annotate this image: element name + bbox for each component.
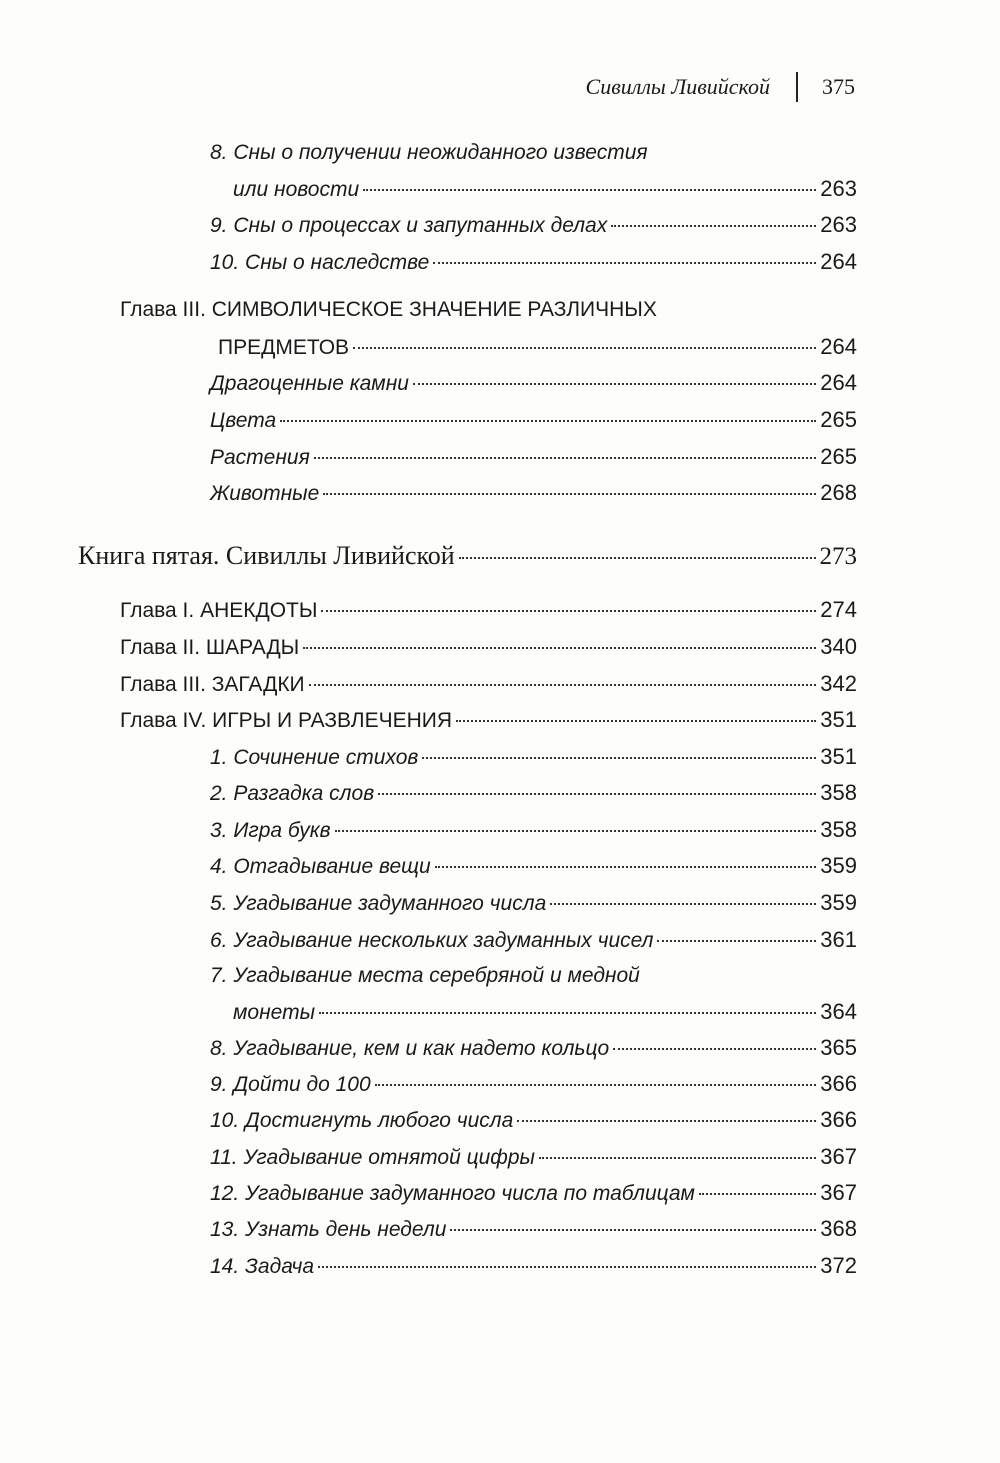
toc-entry[interactable]: [210, 1035, 857, 1062]
dot-leader: [450, 1229, 816, 1231]
toc-entry[interactable]: [210, 407, 857, 434]
toc-entry-label: или новости: [233, 178, 360, 201]
toc-entry[interactable]: [210, 249, 857, 276]
toc-entry[interactable]: [210, 1071, 857, 1098]
toc-page: 265: [820, 444, 857, 469]
toc-entry-label: 14. Задача: [210, 1255, 315, 1278]
dot-leader: [353, 347, 816, 349]
dot-leader: [539, 1157, 816, 1159]
dot-leader: [319, 1012, 816, 1014]
dot-leader: [456, 720, 816, 722]
toc-entry-label: Цвета: [210, 409, 277, 432]
toc-entry-label: Глава I. АНЕКДОТЫ: [120, 599, 318, 622]
toc-page: 265: [820, 407, 857, 432]
toc-entry-label: 6. Угадывание нескольких задуманных чисел: [210, 929, 654, 952]
dot-leader: [323, 493, 816, 495]
toc-chapter[interactable]: [120, 634, 857, 661]
dot-leader: [459, 557, 816, 559]
dot-leader: [335, 830, 817, 832]
toc-entry-label: Животные: [210, 482, 320, 505]
toc-entry-label: Глава IV. ИГРЫ И РАЗВЛЕЧЕНИЯ: [120, 709, 453, 732]
header-divider: [796, 72, 798, 102]
toc-page: 372: [820, 1253, 857, 1278]
dot-leader: [321, 610, 816, 612]
dot-leader: [314, 457, 816, 459]
toc-entry[interactable]: [210, 744, 857, 771]
toc-entry[interactable]: [210, 370, 857, 397]
dot-leader: [422, 757, 816, 759]
toc-page: 358: [820, 780, 857, 805]
toc-page: 367: [820, 1144, 857, 1169]
running-header: [586, 72, 855, 102]
toc-entry-label: 8. Сны о получении неожиданного известия: [210, 141, 648, 164]
toc-page: 342: [820, 671, 857, 696]
toc-entry-label: 12. Угадывание задуманного числа по таблицам: [210, 1182, 695, 1205]
toc-chapter[interactable]: [120, 597, 857, 624]
toc-page: 368: [820, 1216, 857, 1241]
toc-entry[interactable]: [210, 1180, 857, 1207]
toc-page: 365: [820, 1035, 857, 1060]
toc-entry-label: 10. Сны о наследстве: [210, 251, 430, 274]
toc-entry-label: 1. Сочинение стихов: [210, 746, 419, 769]
toc-entry-label: 9. Дойти до 100: [210, 1073, 371, 1096]
toc-page: 361: [820, 927, 857, 952]
dot-leader: [433, 262, 816, 264]
toc-entry[interactable]: [210, 1253, 857, 1280]
toc-entry-label: монеты: [233, 1001, 316, 1024]
toc-entry[interactable]: [210, 817, 857, 844]
toc-entry-label: 8. Угадывание, кем и как надето кольцо: [210, 1037, 610, 1060]
toc-entry[interactable]: [210, 1216, 857, 1243]
dot-leader: [517, 1120, 816, 1122]
toc-entry[interactable]: [233, 999, 857, 1026]
toc-page: 359: [820, 890, 857, 915]
toc-entry[interactable]: [210, 1144, 857, 1171]
toc-entry[interactable]: [210, 780, 857, 807]
toc-entry[interactable]: [210, 212, 857, 239]
toc-entry-label: 2. Разгадка слов: [210, 782, 375, 805]
dot-leader: [550, 903, 816, 905]
toc-page: 263: [820, 176, 857, 201]
dot-leader: [303, 647, 816, 649]
toc-book-label: Книга пятая. Сивиллы Ливийской: [78, 541, 455, 570]
dot-leader: [280, 420, 816, 422]
toc-page: 274: [820, 597, 857, 622]
page-number: 375: [822, 74, 855, 99]
toc-page: 367: [820, 1180, 857, 1205]
dot-leader: [699, 1193, 816, 1195]
toc-entry-label: Драгоценные камни: [210, 372, 409, 395]
dot-leader: [363, 189, 816, 191]
toc-page: 263: [820, 212, 857, 237]
toc-chapter[interactable]: [120, 707, 857, 734]
toc-page: 268: [820, 480, 857, 505]
toc-entry-label: ПРЕДМЕТОВ: [218, 336, 350, 359]
toc-entry-label: Растения: [210, 446, 310, 469]
toc-entry-label: 9. Сны о процессах и запутанных делах: [210, 214, 608, 237]
toc-page: 366: [820, 1071, 857, 1096]
dot-leader: [611, 225, 816, 227]
toc-entry-label: Глава II. ШАРАДЫ: [120, 636, 300, 659]
toc-entry[interactable]: [210, 480, 857, 507]
toc-entry-label: 11. Угадывание отнятой цифры: [210, 1146, 535, 1169]
toc-page: 273: [819, 543, 857, 570]
dot-leader: [657, 940, 816, 942]
dot-leader: [309, 684, 817, 686]
dot-leader: [318, 1266, 816, 1268]
toc-entry[interactable]: [210, 927, 857, 954]
toc-entry[interactable]: [233, 176, 857, 203]
toc-page: 359: [820, 853, 857, 878]
toc-entry-label: Глава III. ЗАГАДКИ: [120, 673, 305, 696]
toc-page: 340: [820, 634, 857, 659]
toc-page: 264: [820, 370, 857, 395]
toc-entry-label: 10. Достигнуть любого числа: [210, 1109, 514, 1132]
toc-entry-label: 13. Узнать день недели: [210, 1218, 447, 1241]
toc-entry[interactable]: [210, 444, 857, 471]
toc-entry-label: 4. Отгадывание вещи: [210, 855, 431, 878]
dot-leader: [413, 383, 816, 385]
toc-page: 264: [820, 334, 857, 359]
toc-entry-label: 7. Угадывание места серебряной и медной: [210, 964, 640, 987]
toc-entry-label: 5. Угадывание задуманного числа: [210, 892, 547, 915]
toc-entry[interactable]: [210, 890, 857, 917]
dot-leader: [435, 866, 817, 868]
toc-chapter[interactable]: [120, 671, 857, 698]
dot-leader: [375, 1084, 817, 1086]
dot-leader: [378, 793, 816, 795]
toc-entry-label: 3. Игра букв: [210, 819, 331, 842]
toc-page: 351: [820, 744, 857, 769]
toc-entry[interactable]: [210, 1107, 857, 1134]
toc-page: 366: [820, 1107, 857, 1132]
dot-leader: [613, 1048, 816, 1050]
running-title: Сивиллы Ливийской: [585, 74, 770, 99]
toc-page: 358: [820, 817, 857, 842]
toc-entry[interactable]: [210, 853, 857, 880]
toc-page: 351: [820, 707, 857, 732]
toc-chapter-label: Глава III. СИМВОЛИЧЕСКОЕ ЗНАЧЕНИЕ РАЗЛИЧНЫХ: [120, 298, 657, 321]
toc-page: 264: [820, 249, 857, 274]
toc-page: 364: [820, 999, 857, 1024]
toc-book[interactable]: [78, 543, 857, 570]
toc-chapter[interactable]: [218, 334, 857, 361]
